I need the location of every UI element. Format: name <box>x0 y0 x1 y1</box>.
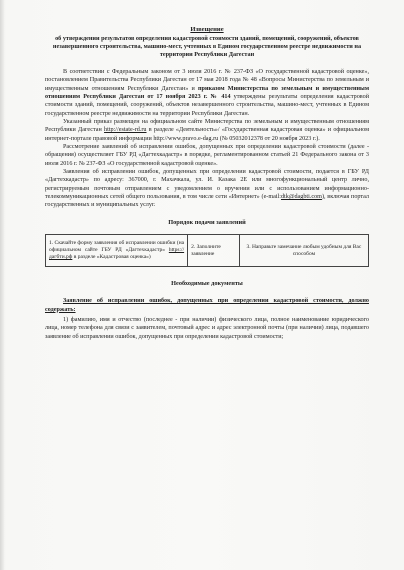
paragraph-legal-basis <box>45 68 369 118</box>
step-3-cell: 3. Направьте замечание любым удобным для Вас способом <box>239 235 368 267</box>
paragraph-review: Рассмотрение заявлений об исправлении ошибок, допущенных при определении кадастровой стоимости (далее - обращения) осуществляет ГБУ РД «Дагтехкадастр» в порядке, регламентированном статьей 21 Федерального закона от 3 июля 2016 г. № 237-ФЗ «О государственной кадастровой оценке». <box>45 144 369 167</box>
table-row <box>46 235 369 267</box>
paragraph-submission <box>45 168 369 210</box>
step-2-cell: 2. Заполните заявление <box>188 235 240 267</box>
p2-text-b: в разделе «Деятельность»/ «Государственная кадастровая оценка» и официальном интернет-портале правовой информации http://www.pravo.e-dag.ru (№ 05032012378 от 20 ноября 2023 г.). <box>45 127 369 142</box>
p1-order-reference: приказом Министерства по земельным и имущественным отношениям Республики Дагестан от 17 ноября 2023 г. № 414 <box>45 85 369 100</box>
p2-text-a: Указанный приказ размещен на официальном сайте Министерства по земельным и имущественным отношениям Республики Дагестан <box>45 118 369 134</box>
step-1-text-b: в разделе «Кадастровая оценка») <box>72 254 151 261</box>
p1-text-a: В соответствии с Федеральным законом от 3 июля 2016 г. № 237-ФЗ «О государственной кадастровой оценке», постановлением Правительства Республики Дагестан от 17 мая 2018 года № 48 «Вопросы Министерства по земельным и имущественным отношениям Республики Дагестан» и <box>45 68 369 92</box>
paragraph-publication <box>45 118 369 143</box>
documents-heading: Необходимые документы <box>171 280 243 288</box>
order-heading: Порядок подачи заявлений <box>168 218 246 226</box>
step-1-cell <box>46 235 188 267</box>
notice-title: Извещение <box>190 26 224 33</box>
email-link[interactable]: dtk@dagbti.com <box>280 194 322 201</box>
p4-text-a: Заявления об исправлении ошибок, допущенных при определении кадастровой стоимости, подается в ГБУ РД «Дагтехкадастр» по адресу: 367000, г. Махачкала, ул. И. Казака 2Е или многофункциональный центр лично, регистрируемым почтовым отправлением с уведомлением о вручении или с использованием информационно-телекоммуникационных сетей общего пользования, в том числе сети «Интернет» (e-mail: <box>45 169 369 201</box>
page-edge-shadow <box>0 0 4 570</box>
dagbti-link[interactable]: https://дагбти.рф <box>49 247 185 261</box>
list-item: 1) фамилию, имя и отчество (последнее - при наличии) физического лица, полное наименование юридического лица, номер телефона для связи с заявителем, почтовый адрес и адрес электронной почты (при наличии) лица, подавшего заявление об исправлении ошибок, допущенных при определении кадастровой стоимости; <box>45 317 369 340</box>
step-1-text-a: 1. Скачайте форму заявления об исправлении ошибки (на официальном сайте ГБУ РД «Дагтехкадастр» <box>49 240 185 254</box>
p1-text-c: утверждены результаты определения кадастровой стоимости зданий, помещений, сооружений, объектов незавершенного строительства, машино-мест, учтенных в Едином государственном реестре недвижимости на территории Республики Дагестан. <box>45 93 369 117</box>
p4-text-b: ), включая портал государственных и муниципальных услуг. <box>45 194 369 209</box>
document-body <box>45 26 369 341</box>
estate-link[interactable]: http://estate-rd.ru <box>104 127 147 134</box>
steps-table <box>45 234 369 267</box>
requirements-intro: Заявление об исправлении ошибок, допущенных при определении кадастровой стоимости, должно содержать: <box>45 298 369 313</box>
notice-subtitle: об утверждении результатов определения кадастровой стоимости зданий, помещений, сооружений, объектов незавершенного строительства, машино-мест, учтенных в Едином государственном реестре недвижимости на территории Республики Дагестан <box>52 35 362 59</box>
